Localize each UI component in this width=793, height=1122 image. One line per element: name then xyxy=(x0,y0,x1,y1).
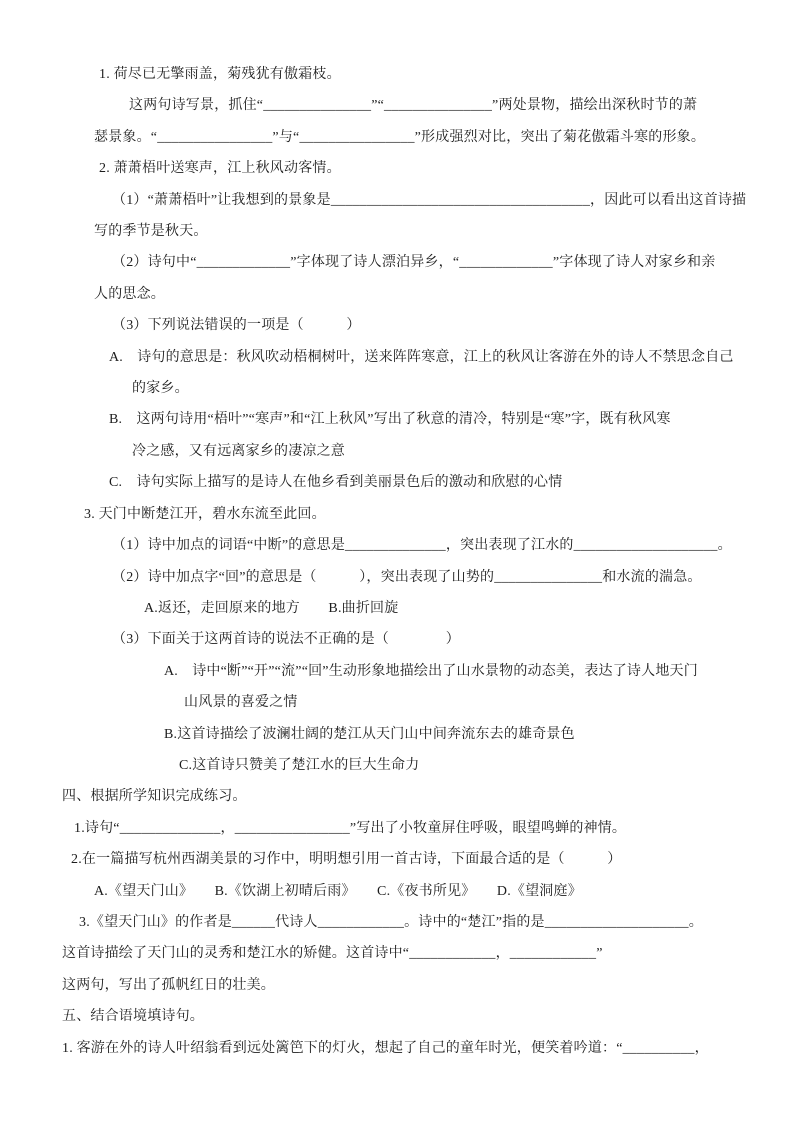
section-4-item-3-line-1: 3.《望天门山》的作者是______代诗人____________。诗中的“楚江”指的是____________________。 xyxy=(79,914,703,930)
section-5-heading: 五、结合语境填诗句。 xyxy=(62,1009,204,1025)
item-3-sub3-option-b: B.这首诗描绘了波澜壮阔的楚江从天门山中间奔流东去的雄奇景色 xyxy=(164,726,575,742)
item-3-sub3-question: （3）下面关于这两首诗的说法不正确的是（ ） xyxy=(112,632,460,648)
item-1-analysis-line-1: 这两句诗写景，抓住“_______________”“_______________”两处景物，描绘出深秋时节的萧 xyxy=(129,98,698,114)
item-3-sub3-option-c: C.这首诗只赞美了楚江水的巨大生命力 xyxy=(179,757,420,773)
item-2-sub1-line-1: （1）“萧萧梧叶”让我想到的景象是____________________________________，因此可以看出这首诗描 xyxy=(112,192,747,208)
section-4-item-3-line-3: 这两句，写出了孤帆红日的壮美。 xyxy=(62,977,275,993)
item-3-sub3-option-a-line-2: 山风景的喜爱之情 xyxy=(184,695,298,711)
item-2-sub3-option-b-line-1: B. 这两句诗用“梧叶”“寒声”和“江上秋风”写出了秋意的清冷，特别是“寒”字，既有秋风寒 xyxy=(109,412,671,428)
section-4-heading: 四、根据所学知识完成练习。 xyxy=(62,789,247,805)
item-2-poem: 2. 萧萧梧叶送寒声，江上秋风动客情。 xyxy=(99,161,341,177)
item-2-sub1-line-2: 写的季节是秋天。 xyxy=(94,224,208,240)
section-4-item-3-line-2: 这首诗描绘了天门山的灵秀和楚江水的矫健。这首诗中“____________，____________” xyxy=(62,946,603,962)
section-4-item-1: 1.诗句“______________，________________”写出了小牧童屏住呼吸，眼望鸣蝉的神情。 xyxy=(74,820,627,836)
section-4-item-2-options: A.《望天门山》 B.《饮湖上初晴后雨》 C.《夜书所见》 D.《望洞庭》 xyxy=(94,883,582,899)
item-3-sub1-question: （1）诗中加点的词语“中断”的意思是______________，突出表现了江水的____________________。 xyxy=(112,538,732,554)
item-2-sub3-question: （3）下列说法错误的一项是（ ） xyxy=(112,318,361,334)
item-2-sub3-option-b-line-2: 冷之感，又有远离家乡的凄凉之意 xyxy=(132,443,345,459)
section-5-item-1: 1. 客游在外的诗人叶绍翁看到远处篱笆下的灯火，想起了自己的童年时光，便笑着吟道：“__________， xyxy=(62,1040,709,1056)
item-1-poem: 1. 荷尽已无擎雨盖，菊残犹有傲霜枝。 xyxy=(99,67,341,82)
item-3-sub2-options: A.返还，走回原来的地方 B.曲折回旋 xyxy=(144,600,399,616)
item-3-sub2-question: （2）诗中加点字“回”的意思是（ ），突出表现了山势的_______________和水流的湍急。 xyxy=(112,569,702,585)
item-2-sub3-option-a-line-1: A. 诗句的意思是：秋风吹动梧桐树叶，送来阵阵寒意，江上的秋风让客游在外的诗人不禁思念自己 xyxy=(109,349,734,365)
section-4-item-2: 2.在一篇描写杭州西湖美景的习作中，明明想引用一首古诗，下面最合适的是（ ） xyxy=(71,852,622,868)
item-2-sub3-option-c: C. 诗句实际上描写的是诗人在他乡看到美丽景色后的激动和欣慰的心情 xyxy=(109,475,563,491)
item-3-poem: 3. 天门中断楚江开，碧水东流至此回。 xyxy=(84,506,326,522)
item-3-sub3-option-a-line-1: A. 诗中“断”“开”“流”“回”生动形象地描绘出了山水景物的动态美，表达了诗人地天门 xyxy=(164,663,698,679)
item-1-analysis-line-2: 瑟景象。“________________”与“________________”形成强烈对比，突出了菊花傲霜斗寒的形象。 xyxy=(94,129,706,145)
item-2-sub3-option-a-line-2: 的家乡。 xyxy=(132,381,189,397)
item-2-sub2-line-1: （2）诗句中“_____________”字体现了诗人漂泊异乡，“_____________”字体现了诗人对家乡和亲 xyxy=(112,255,716,271)
item-2-sub2-line-2: 人的思念。 xyxy=(94,286,165,302)
